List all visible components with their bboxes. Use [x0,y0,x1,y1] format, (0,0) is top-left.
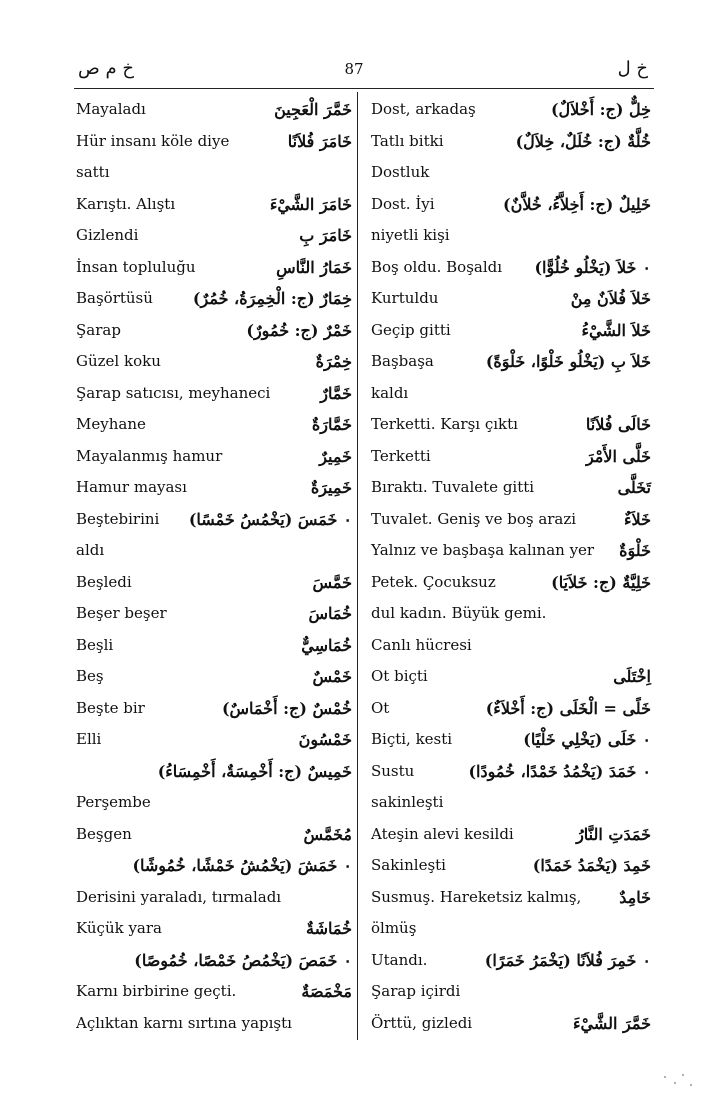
turkish-meaning: sakinleşti [371,793,444,811]
dictionary-entry [76,630,352,662]
dictionary-entry [76,504,352,536]
arabic-headword [246,315,352,347]
turkish-meaning: Sustu [371,761,415,780]
entry-bullet: ۰ [343,856,352,875]
arabic-headword [299,220,352,252]
dictionary-entry [371,598,651,630]
dictionary-entry [76,157,352,189]
entry-bullet: ۰ [642,257,651,277]
dictionary-entry [76,882,352,914]
dictionary-entry [371,157,651,189]
arabic-headword [274,94,352,126]
arabic-text: خَمْسٌ [312,667,352,686]
turkish-meaning: Petek. Çocuksuz [371,572,496,591]
dictionary-entry [76,598,352,630]
turkish-meaning: Karıştı. Alıştı [76,194,176,213]
arabic-text: خَلَى (يَخْلِي خَلْيًا) [523,730,637,749]
arabic-headword [486,693,651,725]
arabic-text: خَامَرَ فُلاَنًا [287,131,352,151]
dictionary-entry [371,220,651,252]
arabic-text: خَامِدٌ [619,887,651,907]
dictionary-entry [371,535,651,567]
dictionary-entry [371,630,651,662]
arabic-headword [312,567,352,599]
dictionary-entry [76,346,352,378]
turkish-meaning: Elli [76,730,102,748]
turkish-meaning: Kurtuldu [371,289,439,307]
dictionary-entry [371,441,651,473]
turkish-meaning: dul kadın. Büyük gemi. [371,604,547,622]
dictionary-entry [76,850,352,882]
arabic-text: خَامَرَ بِ [299,226,352,245]
turkish-meaning: Şarap satıcısı, meyhaneci [76,383,271,402]
arabic-headword [624,504,651,536]
arabic-headword [586,409,651,441]
arabic-text: خَلاَ بِ (يَخْلُو خَلْوًا، خَلْوَةً) [485,352,651,371]
dictionary-entry [371,346,651,378]
arabic-text: خُمْسٌ (ج: أَخْمَاسٌ) [221,698,352,718]
turkish-meaning: Dost. İyi [371,194,435,213]
header-right-letters: خ ل [617,58,648,79]
turkish-meaning: Geçip gitti [371,320,451,339]
entry-bullet: ۰ [642,730,651,749]
arabic-headword [288,126,352,158]
arabic-headword [468,756,651,788]
arabic-text: خَمِيسٌ (ج: أَخْمِسَةٌ، أَخْمِسَاءُ) [157,761,352,781]
arabic-text: خَمَسَ (يَخْمُسُ خَمْسًا) [188,509,338,529]
turkish-meaning: Başörtüsü [76,289,153,307]
arabic-headword [485,945,651,977]
arabic-headword [132,850,352,882]
arabic-headword [193,283,352,315]
arabic-headword [301,976,352,1008]
turkish-meaning: Derisini yaraladı, tırmaladı [76,887,282,906]
turkish-meaning: aldı [76,541,105,559]
arabic-text: خَمَّرَ الْعَجِينَ [274,100,352,119]
dictionary-entry [371,472,651,504]
turkish-meaning: Ateşin alevi kesildi [371,824,514,843]
arabic-headword [571,283,651,315]
dictionary-entry [371,976,651,1008]
arabic-text: خَمَدَتِ النَّارُ [576,824,651,844]
arabic-headword [613,661,651,693]
arabic-text: خَلِيلٌ (ج: أَخِلاَّءُ، خُلاَّنٌ) [503,194,651,214]
arabic-headword [619,882,651,914]
turkish-meaning: Ot [371,698,390,717]
arabic-text: خَلاَ فُلاَنٌ مِنْ [570,289,651,308]
arabic-headword [486,346,651,378]
turkish-meaning: sattı [76,163,110,181]
arabic-headword [523,724,651,756]
turkish-meaning: Güzel koku [76,352,161,370]
entry-bullet: ۰ [343,509,352,529]
arabic-text: خُلَّةٌ (ج: خُلَلٌ، خِلاَلٌ) [515,131,651,151]
dictionary-entry [76,976,352,1008]
dictionary-entry [371,1008,651,1040]
dictionary-entry [371,913,651,945]
turkish-meaning: Karnı birbirine geçti. [76,982,237,1000]
arabic-headword [301,630,352,662]
dictionary-entry [371,409,651,441]
header-left-letters: خ م ص [78,58,134,79]
arabic-headword [306,913,352,945]
arabic-text: خَمَشَ (يَخْمُشُ خَمْشًا، خُمُوشًا) [132,856,338,875]
header-rule [74,88,654,89]
arabic-text: مَخْمَصَةٌ [301,982,352,1001]
turkish-meaning: Küçük yara [76,919,162,937]
left-column [76,94,352,1039]
arabic-text: خَمَصَ (يَخْمُصُ خَمْصًا، خُمُوصًا) [134,950,338,970]
arabic-headword [534,252,651,284]
turkish-meaning: Boş oldu. Boşaldı [371,257,503,276]
dictionary-entry [76,441,352,473]
right-column [371,94,651,1039]
turkish-meaning: Açlıktan karnı sırtına yapıştı [76,1013,292,1032]
arabic-text: خَلاَءٌ [624,509,651,529]
arabic-text: خَلَّى الأَمْرَ [585,446,651,466]
dictionary-entry [371,126,651,158]
turkish-meaning: Sakinleşti [371,856,446,874]
dictionary-entry [371,504,651,536]
arabic-headword [308,598,352,630]
turkish-meaning: Biçti, kesti [371,730,453,748]
arabic-headword [586,441,651,473]
arabic-text: خَلًى = الْخَلَى (ج: أَخْلاَءٌ) [485,698,651,718]
arabic-headword [189,504,352,536]
arabic-headword [551,94,651,126]
arabic-text: خَمَّسَ [312,572,352,592]
dictionary-entry [76,189,352,221]
arabic-text: خَمِيرَةٌ [310,478,352,497]
dictionary-entry [371,693,651,725]
turkish-meaning: Perşembe [76,793,151,811]
turkish-meaning: Mayaladı [76,100,146,118]
arabic-text: خُمَاسِيٌّ [301,635,352,655]
dictionary-entry [371,283,651,315]
turkish-meaning: Terketti. Karşı çıktı [371,415,518,433]
arabic-text: خَلاَ (يَخْلُو خُلُوًّا) [534,257,637,277]
dictionary-entry [76,315,352,347]
turkish-meaning: Beş [76,667,104,685]
dictionary-entry [76,409,352,441]
arabic-text: خُمَاسَ [308,604,352,623]
arabic-headword [582,315,651,347]
entry-bullet: ۰ [343,950,352,970]
arabic-headword [222,693,352,725]
arabic-headword [158,756,352,788]
turkish-meaning: Dostluk [371,163,430,181]
turkish-meaning: Başbaşa [371,352,434,370]
dictionary-entry [76,661,352,693]
turkish-meaning: Bıraktı. Tuvalete gitti [371,478,535,496]
dictionary-entry [76,535,352,567]
arabic-headword [619,535,651,567]
arabic-headword [312,409,352,441]
turkish-meaning: Dost, arkadaş [371,100,476,118]
arabic-headword [533,850,651,882]
turkish-meaning: Ot biçti [371,667,428,685]
arabic-text: خِمَارٌ (ج: الْخِمِرَةُ، خُمُرٌ) [192,289,352,308]
arabic-headword [311,472,352,504]
arabic-text: خَمَّارَةٌ [311,415,352,434]
arabic-text: خِمْرَةٌ [315,352,352,371]
arabic-text: خَالَى فُلاَنًا [585,415,651,434]
arabic-headword [618,472,651,504]
turkish-meaning: Tatlı bitki [371,131,444,150]
arabic-headword [576,819,651,851]
turkish-meaning: Örttü, gizledi [371,1013,473,1032]
arabic-text: خَلْوَةٌ [619,541,651,560]
dictionary-entry [76,220,352,252]
turkish-meaning: Meyhane [76,415,146,433]
dictionary-entry [371,378,651,410]
turkish-meaning: Gizlendi [76,226,139,244]
turkish-meaning: Beşer beşer [76,604,167,622]
dictionary-entry [76,378,352,410]
dictionary-entry [371,661,651,693]
arabic-text: خَمَّارٌ [320,383,352,403]
dictionary-entry [76,787,352,819]
turkish-meaning: Canlı hücresi [371,635,472,654]
arabic-text: خَمِيرٌ [319,446,352,466]
arabic-headword [299,724,352,756]
dictionary-entry [371,756,651,788]
arabic-text: مُخَمَّسٌ [303,824,352,844]
turkish-meaning: Susmuş. Hareketsiz kalmış, [371,887,582,906]
entry-bullet: ۰ [642,950,651,970]
dictionary-entry [76,283,352,315]
arabic-text: خَمْرٌ (ج: خُمُورٌ) [246,320,352,340]
dictionary-entry [76,252,352,284]
arabic-text: خَمِرَ فُلاَنًا (يَخْمَرُ خَمَرًا) [484,950,637,970]
turkish-meaning: Yalnız ve başbaşa kalınan yer [371,541,595,559]
turkish-meaning: Beşledi [76,572,132,591]
arabic-text: خَمْسُونَ [298,730,352,749]
turkish-meaning: İnsan topluluğu [76,257,196,276]
arabic-headword [312,661,352,693]
dictionary-entry [371,567,651,599]
turkish-meaning: Hür insanı köle diye [76,131,230,150]
dictionary-entry [76,819,352,851]
arabic-headword [573,1008,651,1040]
turkish-meaning: Mayalanmış hamur [76,446,223,465]
turkish-meaning: Beştebirini [76,509,160,528]
arabic-headword [320,378,352,410]
dictionary-entry [76,945,352,977]
dictionary-entry [371,850,651,882]
dictionary-entry [371,787,651,819]
arabic-headword [503,189,651,221]
turkish-meaning: Hamur mayası [76,478,187,496]
arabic-text: اِخْتَلَى [613,667,651,686]
turkish-meaning: Tuvalet. Geniş ve boş arazi [371,509,577,528]
turkish-meaning: Terketti [371,446,431,465]
turkish-meaning: kaldı [371,383,409,402]
arabic-headword [276,252,352,284]
dictionary-entry [371,189,651,221]
arabic-text: خَمِدَ (يَخْمَدُ خَمَدًا) [532,856,651,875]
dictionary-entry [76,472,352,504]
arabic-headword [319,441,352,473]
arabic-text: خَمَّرَ الشَّيْءَ [573,1013,651,1033]
dictionary-entry [371,315,651,347]
dictionary-entry [76,567,352,599]
turkish-meaning: Beşte bir [76,698,145,717]
dictionary-entry [76,913,352,945]
turkish-meaning: Beşli [76,635,114,654]
dictionary-entry [76,94,352,126]
dictionary-entry [76,756,352,788]
dictionary-entry [371,94,651,126]
arabic-text: خِلٌّ (ج: أَخْلاَلٌ) [550,100,651,119]
arabic-headword [270,189,352,221]
dictionary-entry [76,693,352,725]
turkish-meaning: Beşgen [76,824,132,843]
arabic-headword [516,126,651,158]
scan-specks [660,1070,700,1090]
arabic-text: خَلِيَّةٌ (ج: خَلاَيَا) [551,572,651,592]
arabic-text: خَامَرَ الشَّيْءَ [269,194,352,214]
arabic-headword [134,945,352,977]
arabic-text: خَلاَ الشَّيْءُ [581,320,651,340]
dictionary-entry [371,945,651,977]
dictionary-entry [76,126,352,158]
turkish-meaning: ölmüş [371,919,417,937]
dictionary-entry [76,724,352,756]
arabic-headword [303,819,352,851]
page-number: 87 [344,60,364,78]
arabic-text: تَخَلَّى [617,478,651,497]
turkish-meaning: Şarap içirdi [371,982,461,1000]
dictionary-entry [76,1008,352,1040]
arabic-text: خَمَارُ النَّاسِ [276,257,352,277]
column-divider [357,92,358,1040]
turkish-meaning: Utandı. [371,950,428,969]
dictionary-entry [371,724,651,756]
entry-bullet: ۰ [642,761,651,781]
arabic-text: خَمَدَ (يَخْمُدُ خَمْدًا، خُمُودًا) [468,761,637,781]
dictionary-entry [371,882,651,914]
turkish-meaning: Şarap [76,320,121,339]
page-header [0,54,708,84]
dictionary-entry [371,819,651,851]
arabic-headword [551,567,651,599]
arabic-headword [316,346,352,378]
turkish-meaning: niyetli kişi [371,226,450,244]
dictionary-entry [371,252,651,284]
arabic-text: خُمَاشَةٌ [306,919,352,938]
